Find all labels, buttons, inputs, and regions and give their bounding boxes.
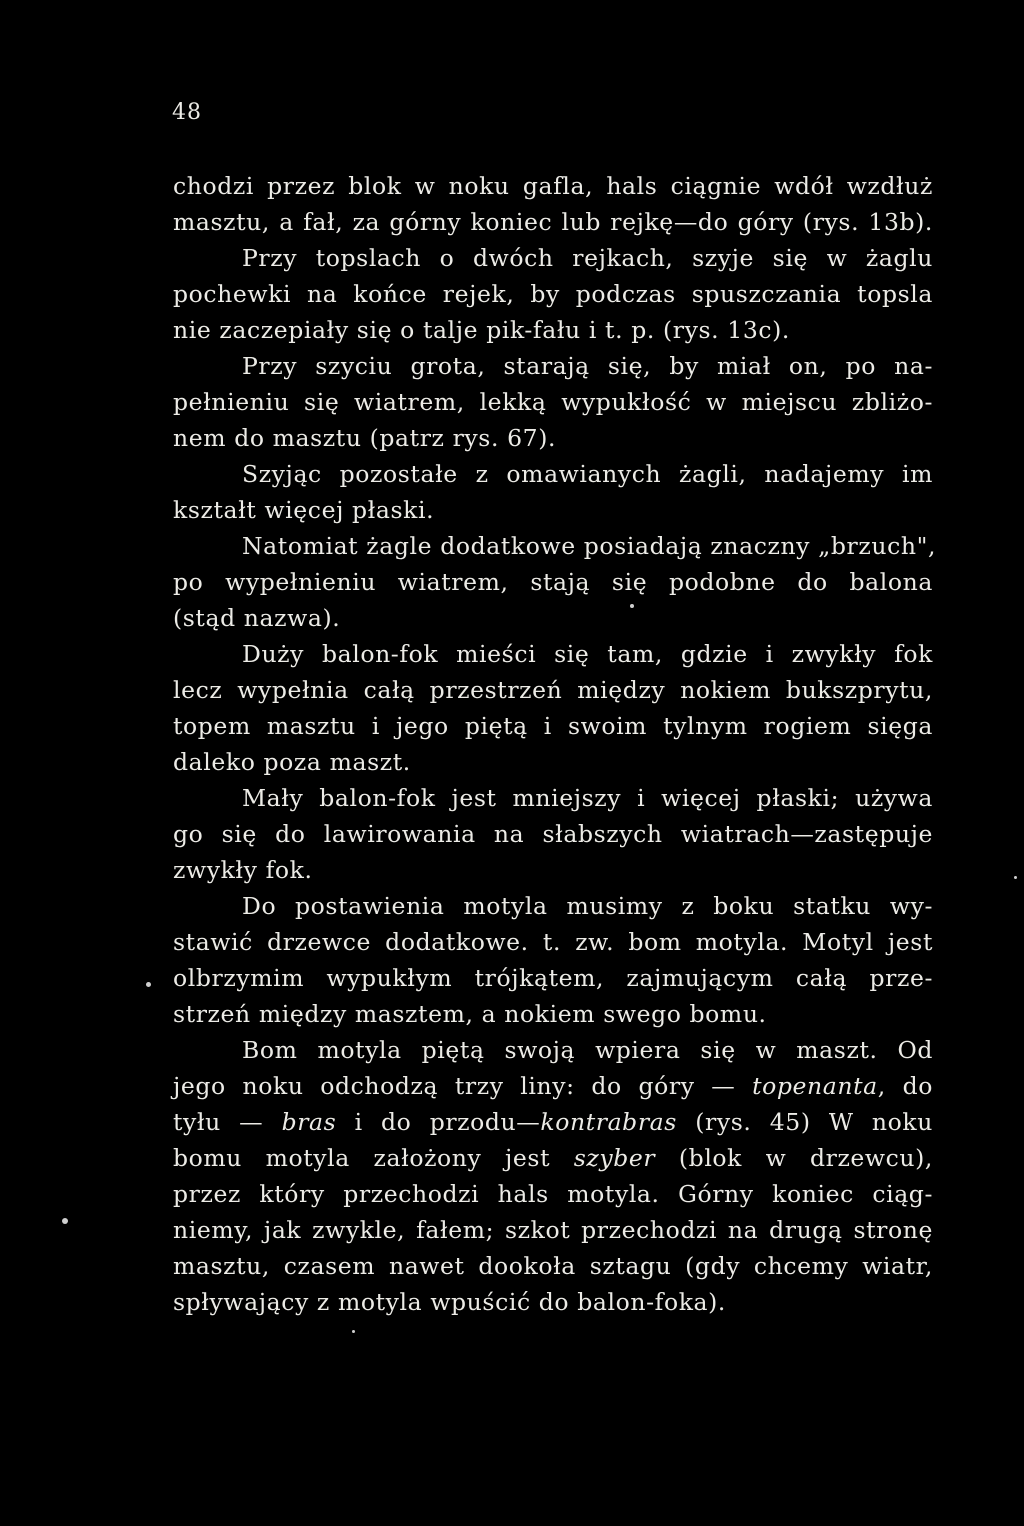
text-line: Przy topslach o dwóch rejkach, szyje się w żaglu bbox=[242, 244, 933, 272]
text-line: olbrzymim wypukłym trójkątem, zajmującym całą prze- bbox=[173, 964, 933, 992]
text-line: chodzi przez blok w noku gafla, hals ciągnie wdół wzdłuż bbox=[173, 172, 933, 200]
text-segment: bomu motyla założony jest bbox=[173, 1144, 551, 1172]
text-segment: jego noku odchodzą trzy liny: do góry — bbox=[173, 1072, 736, 1100]
text-line: stawić drzewce dodatkowe. t. zw. bom motyla. Motyl jest bbox=[173, 928, 933, 956]
text-line: (stąd nazwa). bbox=[173, 604, 341, 632]
scan-speck bbox=[1014, 876, 1017, 879]
text-line: lecz wypełnia całą przestrzeń między nokiem bukszprytu, bbox=[173, 676, 933, 704]
scan-speck bbox=[146, 982, 151, 987]
scan-speck bbox=[630, 604, 634, 608]
text-line: nie zaczepiały się o talje pik-fału i t. p. (rys. 13c). bbox=[173, 316, 790, 344]
text-line: daleko poza maszt. bbox=[173, 748, 411, 776]
text-line: Do postawienia motyla musimy z boku statku wy- bbox=[242, 892, 933, 920]
text-line: Przy szyciu grota, starają się, by miał on, po na- bbox=[242, 352, 933, 380]
text-line: zwykły fok. bbox=[173, 856, 313, 884]
text-line: strzeń między masztem, a nokiem swego bomu. bbox=[173, 1000, 767, 1028]
text-line bbox=[173, 1140, 933, 1176]
text-segment: (rys. 45) W noku bbox=[695, 1108, 933, 1136]
text-segment: , do bbox=[877, 1072, 933, 1100]
text-line: masztu, a fał, za górny koniec lub rejkę—do góry (rys. 13b). bbox=[173, 208, 933, 236]
text-line: Bom motyla piętą swoją wpiera się w maszt. Od bbox=[242, 1036, 933, 1064]
text-line: masztu, czasem nawet dookoła sztagu (gdy chcemy wiatr, bbox=[173, 1252, 933, 1280]
text-line: go się do lawirowania na słabszych wiatrach—zastępuje bbox=[173, 820, 933, 848]
text-line bbox=[173, 1104, 933, 1140]
italic-term: bras bbox=[281, 1108, 337, 1136]
text-line: przez który przechodzi hals motyla. Górny koniec ciąg- bbox=[173, 1180, 933, 1208]
text-line: Natomiat żagle dodatkowe posiadają znaczny „brzuch", bbox=[242, 532, 937, 560]
text-line: niemy, jak zwykle, fałem; szkot przechodzi na drugą stronę bbox=[173, 1216, 933, 1244]
text-line: Szyjąc pozostałe z omawianych żagli, nadajemy im bbox=[242, 460, 933, 488]
text-line: nem do masztu (patrz rys. 67). bbox=[173, 424, 557, 452]
text-segment: tyłu — bbox=[173, 1108, 264, 1136]
text-line: kształt więcej płaski. bbox=[173, 496, 435, 524]
text-segment: (blok w drzewcu), bbox=[678, 1144, 933, 1172]
page-number: 48 bbox=[172, 100, 202, 125]
text-line: topem masztu i jego piętą i swoim tylnym rogiem sięga bbox=[173, 712, 933, 740]
text-line: spływający z motyla wpuścić do balon-foka). bbox=[173, 1288, 726, 1316]
text-line: Mały balon-fok jest mniejszy i więcej płaski; używa bbox=[242, 784, 933, 812]
text-line: pochewki na końce rejek, by podczas spuszczania topsla bbox=[173, 280, 933, 308]
scan-speck bbox=[62, 1218, 68, 1224]
text-line: Duży balon-fok mieści się tam, gdzie i zwykły fok bbox=[242, 640, 933, 668]
italic-term: szyber bbox=[573, 1144, 656, 1172]
text-line: pełnieniu się wiatrem, lekką wypukłość w miejscu zbliżo- bbox=[173, 388, 933, 416]
text-line bbox=[173, 1068, 933, 1104]
text-line: po wypełnieniu wiatrem, stają się podobne do balona bbox=[173, 568, 933, 596]
scan-speck bbox=[352, 1330, 355, 1333]
italic-term: kontrabras bbox=[540, 1108, 677, 1136]
italic-term: topenanta bbox=[752, 1072, 878, 1100]
text-segment: i do przodu— bbox=[354, 1108, 541, 1136]
